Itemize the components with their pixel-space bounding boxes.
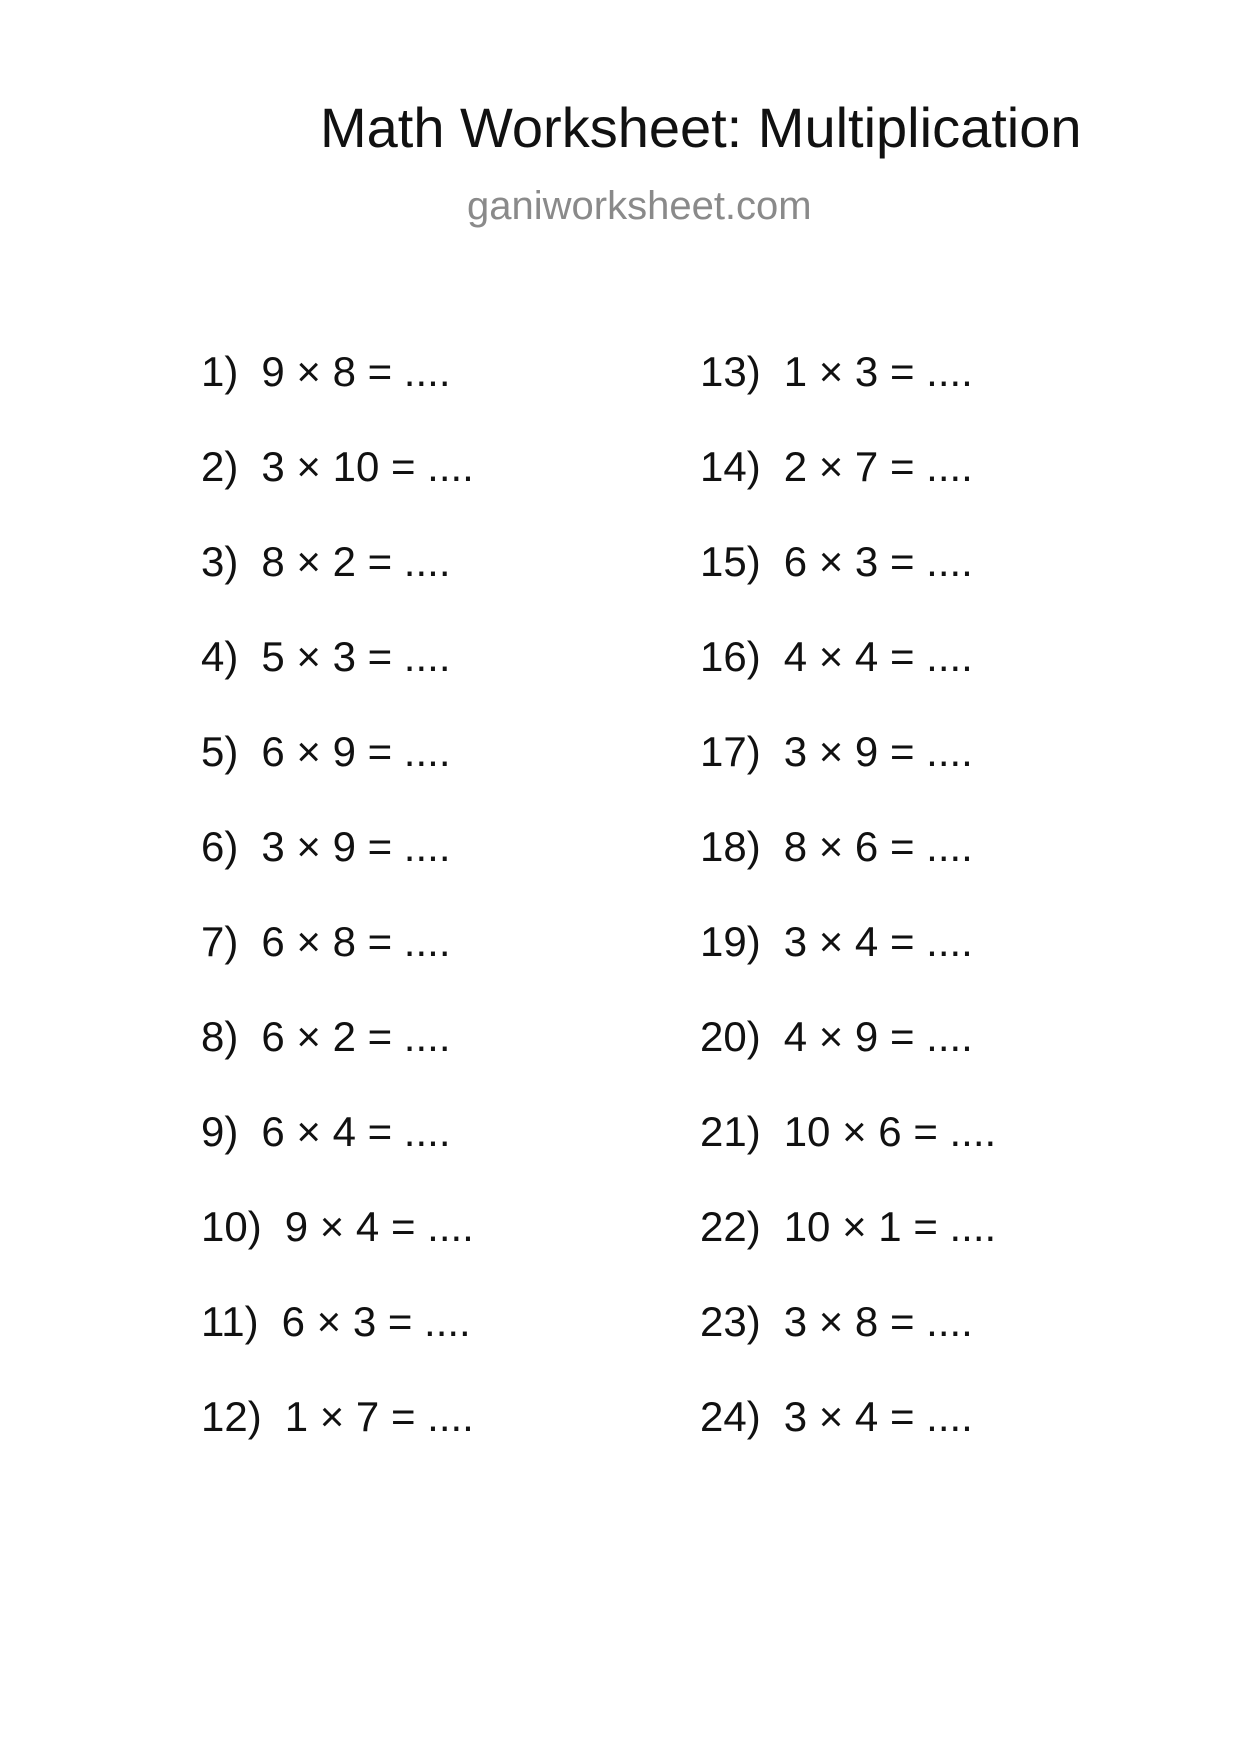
problem-expression: 10 × 1 = ....	[783, 1203, 997, 1250]
problem-item	[700, 823, 996, 918]
problem-expression: 5 × 3 = ....	[261, 633, 451, 680]
problem-item	[201, 348, 474, 443]
problem-expression: 3 × 4 = ....	[783, 918, 973, 965]
problem-item	[700, 348, 996, 443]
problem-expression: 6 × 2 = ....	[261, 1013, 451, 1060]
problem-number: 13)	[700, 348, 761, 395]
problem-expression: 3 × 9 = ....	[261, 823, 451, 870]
problem-expression: 9 × 8 = ....	[261, 348, 451, 395]
page-title: Math Worksheet: Multiplication	[320, 96, 1082, 159]
problem-item	[700, 918, 996, 1013]
problem-expression: 3 × 9 = ....	[783, 728, 973, 775]
problem-item	[700, 1013, 996, 1108]
problem-expression: 8 × 6 = ....	[783, 823, 973, 870]
problem-item	[201, 633, 474, 728]
problem-item	[201, 1203, 474, 1298]
problem-expression: 10 × 6 = ....	[783, 1108, 997, 1155]
problem-item	[700, 1203, 996, 1298]
problem-item	[700, 1298, 996, 1393]
problem-expression: 1 × 7 = ....	[284, 1393, 474, 1440]
problem-expression: 6 × 3 = ....	[783, 538, 973, 585]
problem-item	[201, 823, 474, 918]
problem-number: 3)	[201, 538, 239, 585]
problem-number: 16)	[700, 633, 761, 680]
problem-expression: 3 × 10 = ....	[261, 443, 474, 490]
problem-expression: 1 × 3 = ....	[783, 348, 973, 395]
problem-item	[700, 633, 996, 728]
problem-item	[201, 1013, 474, 1108]
problem-column-right	[700, 348, 996, 1488]
problem-item	[201, 538, 474, 633]
problem-item	[201, 728, 474, 823]
problem-item	[201, 443, 474, 538]
problem-item	[700, 1108, 996, 1203]
problem-number: 10)	[201, 1203, 262, 1250]
problem-number: 20)	[700, 1013, 761, 1060]
problem-item	[201, 1298, 474, 1393]
problem-expression: 4 × 9 = ....	[783, 1013, 973, 1060]
problem-expression: 3 × 8 = ....	[783, 1298, 973, 1345]
problem-number: 4)	[201, 633, 239, 680]
problem-number: 17)	[700, 728, 761, 775]
problem-item	[700, 538, 996, 633]
problem-number: 1)	[201, 348, 239, 395]
problem-column-left	[201, 348, 474, 1488]
problem-number: 12)	[201, 1393, 262, 1440]
problem-expression: 3 × 4 = ....	[783, 1393, 973, 1440]
site-name: ganiworksheet.com	[467, 184, 812, 228]
problem-number: 7)	[201, 918, 239, 965]
problem-item	[700, 728, 996, 823]
problem-number: 5)	[201, 728, 239, 775]
problem-expression: 6 × 3 = ....	[281, 1298, 471, 1345]
problem-number: 8)	[201, 1013, 239, 1060]
problem-number: 2)	[201, 443, 239, 490]
problem-number: 11)	[201, 1298, 259, 1345]
problem-item	[700, 443, 996, 538]
problem-item	[201, 1393, 474, 1488]
problem-item	[201, 918, 474, 1013]
problem-number: 19)	[700, 918, 761, 965]
problem-expression: 8 × 2 = ....	[261, 538, 451, 585]
problem-expression: 6 × 9 = ....	[261, 728, 451, 775]
problem-number: 23)	[700, 1298, 761, 1345]
problem-number: 18)	[700, 823, 761, 870]
problem-number: 22)	[700, 1203, 761, 1250]
problem-number: 14)	[700, 443, 761, 490]
problem-expression: 6 × 4 = ....	[261, 1108, 451, 1155]
problem-number: 24)	[700, 1393, 761, 1440]
problem-number: 21)	[700, 1108, 761, 1155]
problem-number: 9)	[201, 1108, 239, 1155]
problem-number: 6)	[201, 823, 239, 870]
problem-expression: 2 × 7 = ....	[783, 443, 973, 490]
problem-expression: 6 × 8 = ....	[261, 918, 451, 965]
problem-number: 15)	[700, 538, 761, 585]
problem-expression: 4 × 4 = ....	[783, 633, 973, 680]
problem-expression: 9 × 4 = ....	[284, 1203, 474, 1250]
problem-item	[201, 1108, 474, 1203]
problem-item	[700, 1393, 996, 1488]
